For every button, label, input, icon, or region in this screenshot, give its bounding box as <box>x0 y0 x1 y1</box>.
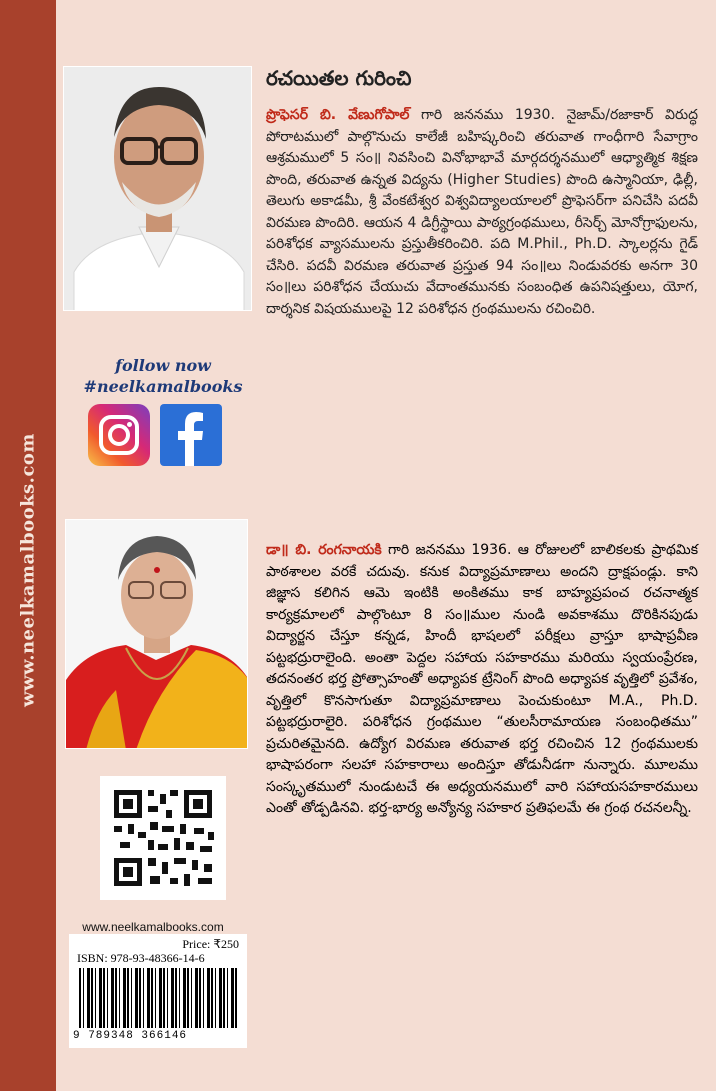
author2-name: డా॥ బి. రంగనాయకి <box>266 542 382 558</box>
price-label: Price: ₹250 <box>182 937 239 951</box>
book-spine <box>0 0 56 1091</box>
section-heading: రచయితల గురించి <box>266 66 412 90</box>
isbn-label: ISBN: 978-93-48366-14-6 <box>77 951 205 965</box>
follow-label: follow now <box>115 356 211 375</box>
author1-name: ప్రొఫెసర్ బి. వేణుగోపాల్ <box>266 107 410 123</box>
barcode-bars <box>79 968 239 1028</box>
author2-bio-text: గారి జననము 1936. ఆ రోజులలో బాలికలకు ప్రాథమిక పాఠశాలల వరకే చదువు. కనుక విద్యాప్రమాణాలు అందని ద్రాక్షపండ్లు. కాని జిజ్ఞాస కలిగిన ఆమె ఇంటికి అంకితము కాక బాహ్యప్రపంచ రచనాత్మక కార్యక్రమాలలో పాల్గొంటూ 8 సం॥ముల నుండి అవకాశము దొరికినపుడు విద్యార్జన చేస్తూ కన్నడ, హిందీ భాషలలో పరీక్షలు వ్రాస్తూ భాషాప్రవీణ పట్టభద్రురాలైంది. అంతా పెద్దల సహాయ సహకారము మరియు స్వయంప్రేరణ, తదనంతర భర్త ప్రోత్సాహంతో అధ్యాపక ట్రేనింగ్ పొంది అధ్యాపక వృత్తిలో ప్రవేశం, వృత్తిలో కొనసాగుతూ విద్యాప్రమాణాలు పెంచుకుంటూ M.A., Ph.D. పట్టభద్రురాలైరి. పరిశోధన గ్రంథముల “తులసీరామాయణ సంబంధితము” ప్రచురితమైనది. ఉద్యోగ విరమణ తరువాత భర్త రచించిన 12 గ్రంథములకు భాషాపరంగా సలహా సహకారాలు అందిస్తూ తోడునీడగా నున్నారు. మూలము సంస్కృతములో నుండుటచే ఈ అధ్యయనములో వారి సహాయసహకారములు ఎంతో తోడ్పడినవి. భర్త-భార్య అన్యోన్య సహకార ప్రతిఫలమే ఈ గ్రంథ రచనలన్నీ. <box>266 542 698 816</box>
author1-bio-text: గారి జననము 1930. నైజామ్/రజాకార్ విరుద్ధ పోరాటములో పాల్గొనుచు కాలేజీ బహిష్కరించి తరువాత గాంధీగారి సేవాగ్రాం ఆశ్రమములో 5 సం॥ నివసించి వినోభాభావే మార్గదర్శనములో ఆధ్యాత్మిక శిక్షణ పొంది, తరువాత ఉన్నత విద్యను (Higher Studies) పొంది ఉస్మానియా, ఢిల్లీ, తెలుగు అకాడమీ, శ్రీ వేంకటేశ్వర విశ్వవిద్యాలయాలలో ప్రొఫెసర్‌గా పనిచేసి పదవీ విరమణ పొందిరి. ఆయన 4 డిగ్రీస్థాయి పాఠ్యగ్రంథములు, రీసెర్చ్ మోనోగ్రాఫులను, పరిశోధక వ్యాసములను ప్రస్తుతీకరించిరి. పది M.Phil., Ph.D. స్కాలర్లను గైడ్ చేసిరి. పదవీ విరమణ తరువాత ప్రస్తుత 94 సం॥లు నిండువరకు అనగా 30 సం॥లు పరిశోధన చేయుచు వేదాంతమునకు సంబంధిత ఉపనిషత్తులు, యోగ, దార్శనిక విషయములపై 12 పరిశోధన గ్రంథములను రచించిరి. <box>266 107 698 317</box>
website-text: www.neelkamalbooks.com <box>82 920 224 934</box>
spine-url: www.neelkamalbooks.com <box>17 433 39 707</box>
author2-bio <box>266 540 698 820</box>
instagram-icon[interactable] <box>88 404 150 466</box>
author1-bio <box>266 105 698 320</box>
author2-section <box>266 540 698 820</box>
author2-photo <box>65 519 248 749</box>
barcode-box <box>69 934 247 1048</box>
facebook-icon[interactable] <box>160 404 222 466</box>
author1-photo <box>63 66 252 311</box>
about-authors-section <box>266 62 698 320</box>
barcode-number: 9 789348 366146 <box>73 1030 188 1042</box>
qr-code[interactable] <box>100 776 226 900</box>
follow-block <box>68 355 258 397</box>
hashtag: #neelkamalbooks <box>83 377 243 396</box>
